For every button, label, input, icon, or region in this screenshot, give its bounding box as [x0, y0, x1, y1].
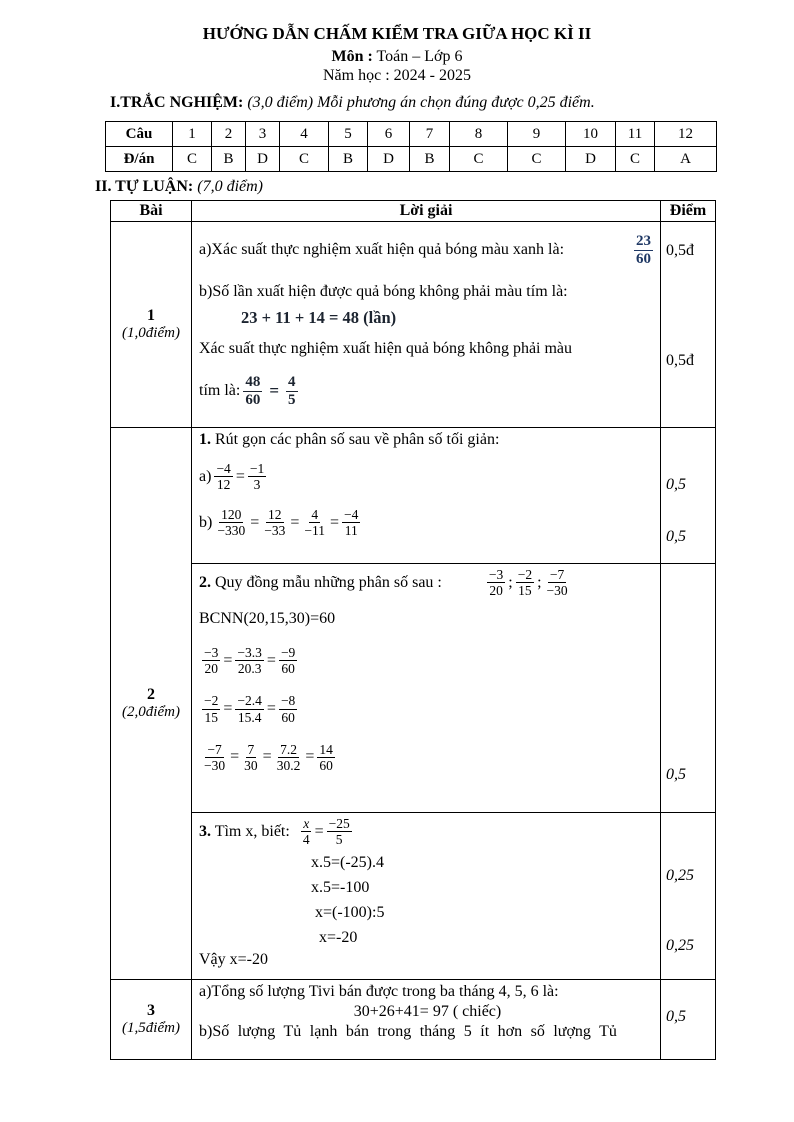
table-row-bai3: [111, 980, 715, 1059]
document-title: HƯỚNG DẪN CHẤM KIỂM TRA GIỮA HỌC KÌ II: [202, 24, 592, 43]
mc-question-number: 1: [173, 122, 212, 147]
bai2-q2-line1: [199, 645, 656, 676]
mc-answer: D: [368, 147, 410, 172]
mc-answer: C: [508, 147, 566, 172]
bai1-solution-row: [192, 222, 715, 427]
bai1-line-c: Xác suất thực nghiệm xuất hiện quả bóng không phải màu: [199, 340, 573, 357]
bai3-solution-row: [192, 980, 715, 1059]
score-badge: 0,5: [666, 528, 686, 545]
fraction-4-5: [286, 374, 298, 408]
fraction-denominator: 60: [281, 709, 295, 725]
bai2-q1-score-cell: [661, 428, 715, 563]
mc-answer: B: [212, 147, 246, 172]
fraction-denominator: 5: [335, 832, 343, 848]
table-row-bai2: [111, 428, 715, 980]
fraction-denominator: −30: [204, 757, 226, 773]
mc-question-number: 8: [450, 122, 508, 147]
fraction: [317, 742, 335, 773]
fraction-numerator: x: [303, 816, 310, 831]
bai2-q2-title-line: [199, 567, 656, 598]
bai1-solution: [192, 222, 661, 427]
mc-question-number: 7: [410, 122, 450, 147]
q2-title-text: Quy đồng mẫu những phân số sau :: [211, 573, 442, 591]
multiple-choice-answer-table: [105, 121, 717, 172]
item-label: a): [199, 467, 212, 485]
fraction-denominator: 15: [204, 709, 218, 725]
q3-title-text: Tìm x, biết:: [211, 822, 298, 840]
fraction-numerator: −25: [328, 816, 350, 831]
separator: ;: [537, 573, 542, 591]
bai2-q3-row: [192, 813, 715, 979]
fraction-denominator: 60: [636, 250, 651, 267]
separator: ;: [508, 573, 513, 591]
bai1-line-d: [199, 367, 656, 415]
mc-answer: D: [566, 147, 616, 172]
equals-sign: =: [223, 651, 233, 669]
bai2-points: (2,0điểm): [122, 704, 180, 720]
mc-answer: C: [450, 147, 508, 172]
bai2-q3-title-line: [199, 816, 656, 847]
mc-question-number: 9: [508, 122, 566, 147]
fraction-denominator: −330: [217, 523, 246, 539]
fraction-numerator: −7: [207, 741, 222, 757]
bai2-q3-score-cell: [661, 813, 715, 979]
fraction-numerator: 14: [319, 741, 333, 757]
mc-question-number: 4: [280, 122, 329, 147]
mc-question-number: 11: [616, 122, 655, 147]
bai3-number-cell: [111, 980, 192, 1059]
equals-sign: =: [314, 822, 324, 840]
bai2-q1-line-b: [199, 507, 656, 538]
fraction-denominator: 20: [489, 583, 503, 599]
equals-sign: =: [305, 748, 315, 766]
bai2-q2-line2: [199, 693, 656, 724]
equals-sign: =: [250, 513, 260, 531]
fraction-numerator: −4: [344, 507, 359, 523]
bai1-line-b: b)Số lần xuất hiện được quả bóng không phải màu tím là:: [199, 283, 568, 300]
header-diem: Điểm: [669, 202, 707, 219]
mc-question-number: 10: [566, 122, 616, 147]
fraction: [202, 742, 227, 773]
fraction-numerator: −9: [280, 645, 296, 661]
equals-sign: =: [330, 513, 340, 531]
bai2-q1-row: [192, 428, 715, 564]
section2-note: (7,0 điểm): [193, 178, 263, 195]
bai2-q2-row: [192, 564, 715, 813]
fraction-denominator: 12: [216, 477, 231, 493]
fraction: [202, 645, 220, 676]
fraction-denominator: 30.2: [276, 757, 301, 773]
section1-note: (3,0 điểm) Mỗi phương án chọn đúng được 0,25 điểm.: [243, 94, 595, 111]
mc-answer: B: [410, 147, 450, 172]
fraction-numerator: −2.4: [237, 693, 262, 709]
mc-question-label: Câu: [106, 122, 173, 147]
score-badge: 0,25: [666, 867, 694, 884]
fraction-numerator: 120: [221, 507, 242, 523]
fraction-denominator: 30: [244, 757, 258, 773]
mc-question-number: 5: [329, 122, 368, 147]
section1-heading: I.TRẮC NGHIỆM:: [110, 94, 244, 111]
fraction: [262, 507, 287, 538]
bai3-line-a: a)Tổng số lượng Tivi bán được trong ba tháng 4, 5, 6 là:: [199, 983, 559, 1000]
fraction-23-60: [634, 233, 653, 267]
bai2-q1-solution: [192, 428, 661, 563]
fraction-numerator: −3: [204, 645, 219, 661]
mc-answer: D: [246, 147, 280, 172]
equals-sign: =: [269, 381, 280, 400]
mc-answer-label: Đ/án: [106, 147, 173, 172]
section2-heading-line: [95, 178, 794, 196]
fraction: [302, 507, 327, 538]
header-loigiai: Lời giải: [192, 201, 661, 221]
bai2-q1-line-a: [199, 461, 656, 492]
bai2-q2-title: [199, 574, 442, 592]
fraction-numerator: −7: [549, 567, 565, 582]
fraction: [342, 507, 360, 538]
equals-sign: =: [223, 700, 233, 718]
bai2-q3-solution: [192, 813, 661, 979]
section2-heading: II. TỰ LUẬN:: [95, 178, 194, 195]
fraction: [279, 645, 297, 676]
essay-table-header: [111, 201, 715, 222]
solution-step: x=(-100):5: [315, 903, 385, 921]
essay-answer-table: [110, 200, 716, 1060]
table-row-bai1: [111, 222, 715, 428]
bai2-q2-solution: [192, 564, 661, 812]
equals-sign: =: [266, 651, 276, 669]
fraction-neg25-5: [327, 816, 352, 847]
fraction-denominator: 15: [518, 583, 532, 599]
equals-sign: =: [266, 700, 276, 718]
bai3-line-b: b)Số lượng Tủ lạnh bán trong tháng 5 ít hơn số lượng Tủ: [199, 1023, 617, 1040]
mc-question-number: 6: [368, 122, 410, 147]
bai3-equation: 30+26+41= 97 ( chiếc): [353, 1003, 502, 1020]
bai2-q1-title: [199, 431, 656, 449]
fraction-numerator: 7.2: [280, 741, 297, 757]
mc-answer-row: [106, 147, 717, 172]
mc-answer: A: [655, 147, 717, 172]
bai1-line-a: [199, 227, 656, 273]
fraction-x-4: [301, 816, 312, 847]
fraction-denominator: 5: [288, 391, 296, 408]
fraction-denominator: 20: [204, 661, 218, 677]
bai3-label: 3: [147, 1002, 155, 1019]
fraction: [214, 461, 232, 492]
header-bai: Bài: [111, 201, 192, 221]
score-badge: 0,5đ: [666, 242, 694, 259]
fraction: [516, 567, 534, 598]
school-year-line: Năm học : 2024 - 2025: [323, 67, 471, 84]
fraction-numerator: −3.3: [237, 645, 262, 661]
q2-number: 2.: [199, 573, 211, 591]
subject-line: [0, 48, 794, 66]
mc-question-number: 2: [212, 122, 246, 147]
fraction: [545, 567, 570, 598]
score-badge: 0,5: [666, 1008, 686, 1025]
fraction-numerator: −2: [517, 567, 533, 582]
fraction-numerator: −1: [249, 461, 265, 476]
solution-step: x.5=(-25).4: [311, 854, 385, 872]
bai3-solution: [192, 980, 661, 1059]
fraction-denominator: −33: [264, 523, 286, 539]
q3-number: 3.: [199, 822, 211, 840]
fraction-denominator: 4: [302, 832, 310, 848]
fraction-denominator: −30: [546, 583, 568, 599]
bai3-score-cell: [661, 980, 715, 1059]
bai1-line-a-text: a)Xác suất thực nghiệm xuất hiện quả bóng màu xanh là:: [199, 241, 565, 258]
fraction-numerator: 4: [311, 507, 319, 523]
solution-step: x=-20: [319, 928, 358, 946]
fraction: [487, 567, 505, 598]
score-badge: 0,5: [666, 766, 686, 783]
fraction-numerator: −2: [204, 693, 219, 709]
fraction-numerator: 4: [288, 374, 296, 390]
fraction: [202, 693, 220, 724]
mc-answer: B: [329, 147, 368, 172]
fraction: [242, 742, 260, 773]
fraction: [215, 507, 247, 538]
mc-answer: C: [280, 147, 329, 172]
section1-heading-line: [110, 94, 794, 112]
subject-label: Môn :: [331, 48, 373, 65]
bai2-q3-conclusion: Vậy x=-20: [199, 951, 269, 969]
equals-sign: =: [230, 748, 240, 766]
fraction-denominator: 60: [319, 757, 333, 773]
fraction-denominator: 11: [344, 523, 358, 539]
fraction-numerator: −4: [216, 461, 231, 476]
fraction-48-60: [243, 374, 262, 408]
equals-sign: =: [262, 748, 272, 766]
fraction-denominator: 20.3: [237, 661, 262, 677]
mc-question-row: [106, 122, 717, 147]
fraction: [279, 693, 297, 724]
fraction: [275, 742, 303, 773]
fraction: [248, 461, 266, 492]
mc-answer: C: [616, 147, 655, 172]
score-badge: 0,25: [666, 937, 694, 954]
fraction-denominator: 60: [245, 391, 261, 408]
fraction-numerator: −8: [280, 693, 296, 709]
bai2-q3-steps: [311, 851, 656, 950]
fraction-numerator: 23: [636, 233, 651, 249]
fraction-numerator: 7: [247, 741, 255, 757]
equals-sign: =: [290, 513, 300, 531]
score-badge: 0,5đ: [666, 352, 694, 369]
bai2-q2-bcnn: BCNN(20,15,30)=60: [199, 610, 336, 628]
fraction: [235, 693, 264, 724]
fraction-denominator: 15.4: [237, 709, 262, 725]
fraction-denominator: 3: [253, 477, 261, 493]
bai1-label: 1: [147, 307, 155, 324]
subject-value: Toán – Lớp 6: [372, 48, 463, 65]
fraction: [235, 645, 264, 676]
bai2-label: 2: [147, 686, 155, 703]
fraction-numerator: 48: [245, 374, 261, 390]
item-label: b): [199, 513, 213, 531]
bai2-q2-given-fractions: [484, 567, 573, 598]
fraction-numerator: 12: [268, 507, 282, 523]
q1-title-text: Rút gọn các phân số sau về phân số tối giản:: [211, 431, 500, 448]
mc-question-number: 12: [655, 122, 717, 147]
bai2-q2-line3: [199, 742, 656, 773]
fraction-numerator: −3: [488, 567, 504, 582]
bai1-number-cell: [111, 222, 192, 427]
equals-sign: =: [235, 467, 245, 485]
fraction-denominator: 60: [281, 661, 295, 677]
fraction-denominator: −11: [304, 523, 326, 539]
bai2-q2-score-cell: [661, 564, 715, 812]
bai2-q3-title: [199, 823, 298, 841]
q1-number: 1.: [199, 431, 211, 448]
bai2-number-cell: [111, 428, 192, 979]
bai1-line-d-prefix: tím là:: [199, 382, 241, 399]
bai3-points: (1,5điểm): [122, 1020, 180, 1036]
bai1-equation: 23 + 11 + 14 = 48 (lần): [241, 308, 397, 327]
score-badge: 0,5: [666, 476, 686, 493]
bai1-points: (1,0điểm): [122, 325, 180, 341]
bai1-score-cell: [661, 222, 715, 427]
mc-answer: C: [173, 147, 212, 172]
mc-question-number: 3: [246, 122, 280, 147]
solution-step: x.5=-100: [311, 879, 370, 897]
